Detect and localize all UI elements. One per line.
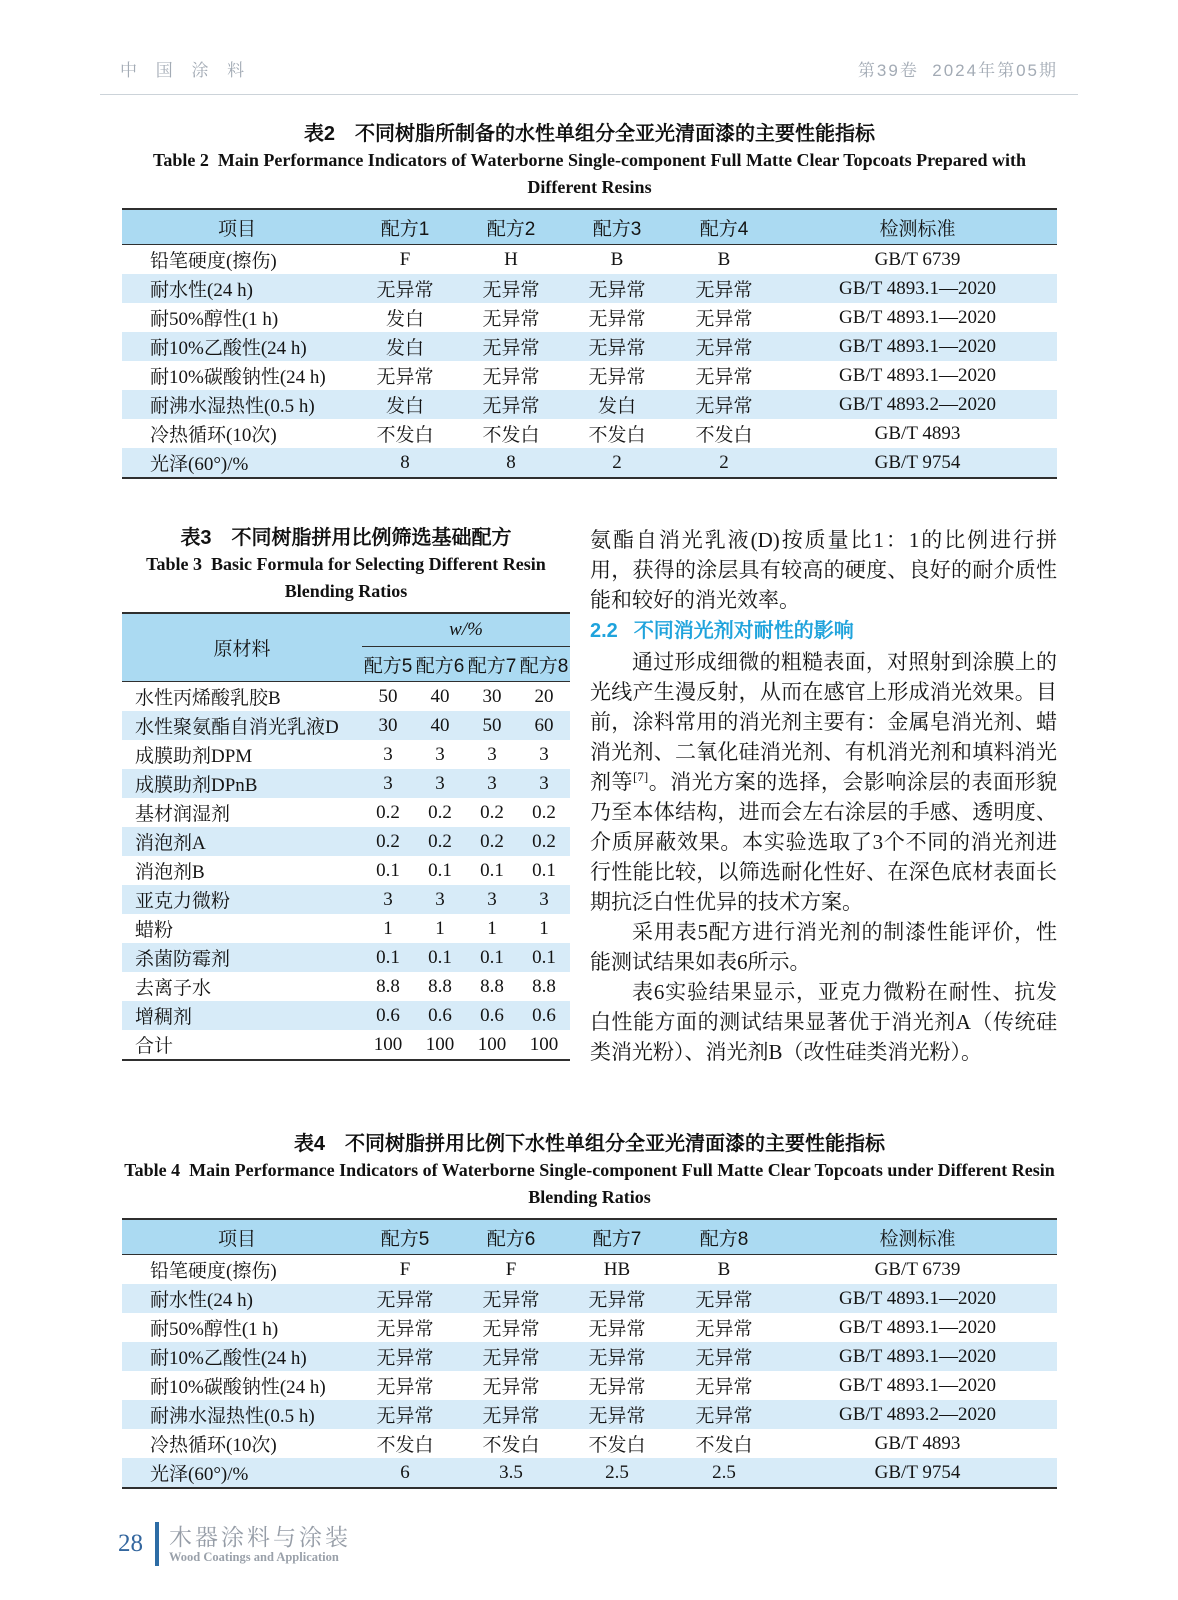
cell-value: 不发白: [376, 425, 434, 446]
cell-value: 0.6: [532, 1004, 556, 1026]
table3-title-zh: 表3 不同树脂拼用比例筛选基础配方: [180, 527, 512, 549]
cell-value: 50: [378, 685, 398, 707]
cell-value: 40: [430, 714, 450, 736]
table-row: [122, 856, 570, 885]
column-header-materials: 原材料: [122, 613, 362, 682]
cell-value: 2.5: [605, 1461, 629, 1483]
cell-value: 0.1: [376, 859, 400, 881]
column-header: 配方4: [670, 209, 778, 245]
cell-value: B: [610, 248, 624, 270]
cell-value: 无异常: [376, 1377, 434, 1398]
column-header: 配方8: [518, 647, 570, 682]
cell-value: 3: [435, 772, 445, 794]
table4-section: [122, 1131, 1057, 1489]
cell-value: 2.5: [712, 1461, 736, 1483]
table3-title-en-line2: Blending Ratios: [284, 581, 408, 601]
cell-value: 无异常: [482, 338, 540, 359]
issue-info: 第39卷 2024年第05期: [857, 61, 1058, 80]
cell-value: 无异常: [588, 1377, 646, 1398]
cell-value: 0.6: [480, 1004, 504, 1026]
cell-value: GB/T 4893.2—2020: [839, 1403, 996, 1425]
row-label: 耐水性(24 h): [150, 1290, 253, 1311]
middle-row: [122, 525, 1057, 1067]
row-label: 耐10%乙酸性(24 h): [150, 338, 307, 359]
cell-value: 3: [383, 743, 393, 765]
cell-value: 不发白: [695, 425, 753, 446]
cell-value: 20: [534, 685, 554, 707]
cell-value: 1: [383, 917, 393, 939]
cell-value: 8.8: [480, 975, 504, 997]
table-row: [122, 711, 570, 740]
cell-value: GB/T 4893.1—2020: [839, 1287, 996, 1309]
cell-value: 无异常: [588, 309, 646, 330]
cell-value: F: [399, 1258, 411, 1280]
cell-value: 30: [482, 685, 502, 707]
column-header: 配方7: [466, 647, 518, 682]
table3-section: [122, 525, 570, 1067]
column-header: 项目: [122, 209, 352, 245]
page-footer: [118, 1522, 351, 1566]
table4-title-en-line1: Table 4 Main Performance Indicators of Waterborne Single-component Full Matte Clear Topcoats under Different Resin: [124, 1160, 1055, 1180]
cell-value: 无异常: [376, 1406, 434, 1427]
cell-value: GB/T 4893.1—2020: [839, 335, 996, 357]
table3: [122, 612, 570, 1061]
row-label: 去离子水: [135, 978, 212, 999]
cell-value: F: [505, 1258, 517, 1280]
cell-value: 无异常: [482, 367, 540, 388]
cell-value: 8: [506, 451, 516, 473]
table3-header-row1: [122, 613, 570, 647]
cell-value: GB/T 9754: [874, 1461, 961, 1483]
cell-value: 3.5: [499, 1461, 523, 1483]
table-row: [122, 885, 570, 914]
table-row: [122, 361, 1057, 390]
cell-value: 不发白: [482, 1435, 540, 1456]
cell-value: 无异常: [588, 1348, 646, 1369]
cell-value: GB/T 4893: [874, 1432, 961, 1454]
table-row: [122, 740, 570, 769]
table4: [122, 1218, 1057, 1489]
cell-value: 3: [435, 888, 445, 910]
cell-value: 无异常: [588, 338, 646, 359]
cell-value: 不发白: [588, 1435, 646, 1456]
cell-value: 无异常: [376, 367, 434, 388]
footer-title-en: Wood Coatings and Application: [169, 1549, 339, 1564]
cell-value: GB/T 4893.1—2020: [839, 1345, 996, 1367]
column-header: 配方5: [352, 1219, 458, 1255]
table-row: [122, 682, 570, 712]
column-header: 配方6: [458, 1219, 564, 1255]
cell-value: 100: [529, 1033, 559, 1055]
row-label: 蜡粉: [135, 920, 174, 941]
table-row: [122, 448, 1057, 478]
cell-value: 0.1: [428, 859, 452, 881]
table2-section: [122, 121, 1057, 479]
cell-value: 100: [373, 1033, 403, 1055]
column-header: 检测标准: [778, 209, 1057, 245]
row-label: 冷热循环(10次): [150, 1435, 277, 1456]
row-label: 消泡剂B: [135, 862, 205, 883]
cell-value: 0.1: [480, 946, 504, 968]
cell-value: GB/T 6739: [874, 1258, 961, 1280]
page-number: 28: [118, 1530, 143, 1557]
cell-value: 无异常: [482, 396, 540, 417]
cell-value: 无异常: [695, 1406, 753, 1427]
table-row: [122, 1313, 1057, 1342]
page-content: [122, 121, 1057, 1489]
row-label: 耐10%碳酸钠性(24 h): [150, 1377, 326, 1398]
row-label: 耐沸水湿热性(0.5 h): [150, 1406, 315, 1427]
cell-value: 0.6: [428, 1004, 452, 1026]
table-row: [122, 390, 1057, 419]
cell-value: 3: [539, 772, 549, 794]
cell-value: 不发白: [695, 1435, 753, 1456]
row-label: 水性聚氨酯自消光乳液D: [135, 717, 339, 738]
header-divider: [100, 94, 1078, 95]
table-row: [122, 332, 1057, 361]
table-row: [122, 827, 570, 856]
cell-value: 3: [383, 772, 393, 794]
cell-value: 1: [487, 917, 497, 939]
cell-value: 0.1: [480, 859, 504, 881]
cell-value: GB/T 4893.1—2020: [839, 1316, 996, 1338]
cell-value: 3: [487, 743, 497, 765]
cell-value: H: [504, 248, 518, 270]
table-row: [122, 1458, 1057, 1488]
cell-value: B: [717, 1258, 731, 1280]
cell-value: 3: [539, 888, 549, 910]
row-label: 耐10%碳酸钠性(24 h): [150, 367, 326, 388]
cell-value: 无异常: [695, 338, 753, 359]
cell-value: 无异常: [482, 1348, 540, 1369]
cell-value: 无异常: [588, 1406, 646, 1427]
cell-value: 0.2: [532, 801, 556, 823]
table-row: [122, 1371, 1057, 1400]
row-label: 耐水性(24 h): [150, 280, 253, 301]
row-label: 亚克力微粉: [135, 891, 231, 912]
journal-name: 中 国 涂 料: [120, 61, 252, 80]
cell-value: GB/T 4893.1—2020: [839, 306, 996, 328]
table2-title-en-line1: Table 2 Main Performance Indicators of Waterborne Single-component Full Matte Clear Topcoats Prepared with: [153, 150, 1026, 170]
cell-value: 100: [477, 1033, 507, 1055]
cell-value: 30: [378, 714, 398, 736]
table4-header-row: [122, 1219, 1057, 1255]
cell-value: 无异常: [482, 309, 540, 330]
cell-value: 1: [435, 917, 445, 939]
row-label: 耐50%醇性(1 h): [150, 309, 279, 330]
column-header: 配方3: [564, 209, 670, 245]
row-label: 合计: [135, 1036, 174, 1057]
cell-value: 8: [400, 451, 410, 473]
cell-value: B: [717, 248, 731, 270]
paragraph: [590, 647, 1057, 917]
table-row: [122, 274, 1057, 303]
column-header-wpct: w/%: [362, 613, 570, 647]
row-label: 基材润湿剂: [135, 804, 231, 825]
cell-value: 无异常: [376, 1290, 434, 1311]
cell-value: GB/T 6739: [874, 248, 961, 270]
cell-value: 无异常: [588, 1290, 646, 1311]
cell-value: GB/T 4893.1—2020: [839, 277, 996, 299]
cell-value: 0.2: [376, 830, 400, 852]
cell-value: 无异常: [588, 280, 646, 301]
cell-value: GB/T 4893.1—2020: [839, 1374, 996, 1396]
column-header: 配方7: [564, 1219, 670, 1255]
table2: [122, 208, 1057, 479]
table4-title-zh: 表4 不同树脂拼用比例下水性单组分全亚光清面漆的主要性能指标: [293, 1133, 886, 1155]
cell-value: 无异常: [695, 1319, 753, 1340]
cell-value: 0.1: [428, 946, 452, 968]
cell-value: 8.8: [428, 975, 452, 997]
footer-labels: [169, 1524, 351, 1565]
paragraph: 氨酯自消光乳液(D)按质量比1：1的比例进行拼用，获得的涂层具有较高的硬度、良好的耐介质性能和较好的消光效率。: [590, 528, 1057, 612]
cell-value: 100: [425, 1033, 455, 1055]
cell-value: 无异常: [376, 280, 434, 301]
cell-value: 0.2: [376, 801, 400, 823]
table-row: [122, 798, 570, 827]
cell-value: 不发白: [588, 425, 646, 446]
cell-value: 3: [487, 772, 497, 794]
cell-value: HB: [603, 1258, 631, 1280]
cell-value: 40: [430, 685, 450, 707]
table4-title-en-line2: Blending Ratios: [528, 1187, 651, 1207]
table-row: [122, 303, 1057, 332]
row-label: 增稠剂: [135, 1007, 193, 1028]
cell-value: 0.2: [532, 830, 556, 852]
footer-title-zh: 木器涂料与涂装: [169, 1523, 351, 1550]
table-row: [122, 972, 570, 1001]
cell-value: GB/T 9754: [874, 451, 961, 473]
row-label: 杀菌防霉剂: [135, 949, 231, 970]
row-label: 冷热循环(10次): [150, 425, 277, 446]
cell-value: 无异常: [482, 1406, 540, 1427]
paragraph-text: 。消光方案的选择，会影响涂层的表面形貌乃至本体结构，进而会左右涂层的手感、透明度、介质屏蔽效果。本实验选取了3个不同的消光剂进行性能比较，以筛选耐化性好、在深色底材表面长期抗泛白性优异的技术方案。: [590, 770, 1057, 914]
cell-value: 60: [534, 714, 554, 736]
row-label: 铅笔硬度(擦伤): [150, 251, 277, 272]
row-label: 光泽(60°)/%: [150, 1464, 249, 1485]
cell-value: F: [399, 248, 411, 270]
table-row: [122, 245, 1057, 275]
row-label: 耐10%乙酸性(24 h): [150, 1348, 307, 1369]
cell-value: 无异常: [588, 1319, 646, 1340]
cell-value: 0.2: [428, 830, 452, 852]
column-header: 配方1: [352, 209, 458, 245]
cell-value: 3: [383, 888, 393, 910]
row-label: 耐50%醇性(1 h): [150, 1319, 279, 1340]
table-row: [122, 419, 1057, 448]
row-label: 成膜助剂DPM: [135, 746, 253, 767]
cell-value: 1: [539, 917, 549, 939]
cell-value: 3: [539, 743, 549, 765]
cell-value: 无异常: [482, 1377, 540, 1398]
table-row: [122, 1400, 1057, 1429]
cell-value: 不发白: [376, 1435, 434, 1456]
cell-value: 0.6: [376, 1004, 400, 1026]
cell-value: 发白: [385, 396, 424, 417]
section-number: 2.2: [590, 620, 618, 642]
table-row: [122, 1030, 570, 1060]
cell-value: 无异常: [695, 1348, 753, 1369]
column-header: 项目: [122, 1219, 352, 1255]
table-row: [122, 1255, 1057, 1285]
column-header: 配方6: [414, 647, 466, 682]
cell-value: 6: [400, 1461, 410, 1483]
running-head: [120, 56, 1058, 81]
table-row: [122, 943, 570, 972]
cell-value: 2: [719, 451, 729, 473]
cell-value: 0.1: [376, 946, 400, 968]
table-row: [122, 769, 570, 798]
column-header: 配方5: [362, 647, 414, 682]
reference-superscript: [7]: [633, 769, 649, 784]
paragraph: 采用表5配方进行消光剂的制漆性能评价，性能测试结果如表6所示。: [590, 920, 1057, 974]
section-title: 不同消光剂对耐性的影响: [633, 620, 854, 642]
cell-value: 发白: [385, 309, 424, 330]
row-label: 水性丙烯酸乳胶B: [135, 688, 281, 709]
table-row: [122, 1342, 1057, 1371]
table-row: [122, 1284, 1057, 1313]
cell-value: 发白: [385, 338, 424, 359]
cell-value: GB/T 4893.1—2020: [839, 364, 996, 386]
cell-value: 无异常: [695, 396, 753, 417]
table-row: [122, 1001, 570, 1030]
cell-value: 无异常: [588, 367, 646, 388]
cell-value: 0.2: [428, 801, 452, 823]
cell-value: 不发白: [482, 425, 540, 446]
cell-value: 8.8: [376, 975, 400, 997]
right-text-column: [590, 525, 1057, 1067]
column-header: 检测标准: [778, 1219, 1057, 1255]
row-label: 铅笔硬度(擦伤): [150, 1261, 277, 1282]
cell-value: GB/T 4893: [874, 422, 961, 444]
paragraph: 表6实验结果显示，亚克力微粉在耐性、抗发白性能方面的测试结果显著优于消光剂A（传统硅类消光粉）、消光剂B（改性硅类消光粉）。: [590, 980, 1057, 1064]
table2-title-en-line2: Different Resins: [527, 177, 652, 197]
cell-value: 无异常: [376, 1348, 434, 1369]
cell-value: 无异常: [695, 367, 753, 388]
cell-value: 发白: [597, 396, 636, 417]
paragraph-text: 通过形成细微的粗糙表面，对照射到涂膜上的光线产生漫反射，从而在感官上形成消光效果。目前，涂料常用的消光剂主要有：金属皂消光剂、蜡消光剂、二氧化硅消光剂、有机消光剂和填料消光剂等: [590, 650, 1057, 794]
cell-value: 50: [482, 714, 502, 736]
section-heading: [590, 615, 1057, 647]
cell-value: 3: [435, 743, 445, 765]
cell-value: GB/T 4893.2—2020: [839, 393, 996, 415]
column-header: 配方2: [458, 209, 564, 245]
table2-header-row: [122, 209, 1057, 245]
cell-value: 0.1: [532, 946, 556, 968]
row-label: 耐沸水湿热性(0.5 h): [150, 396, 315, 417]
cell-value: 无异常: [695, 309, 753, 330]
cell-value: 0.1: [532, 859, 556, 881]
cell-value: 0.2: [480, 830, 504, 852]
cell-value: 无异常: [376, 1319, 434, 1340]
cell-value: 2: [612, 451, 622, 473]
table2-title-zh: 表2 不同树脂所制备的水性单组分全亚光清面漆的主要性能指标: [303, 123, 876, 145]
cell-value: 无异常: [695, 280, 753, 301]
row-label: 消泡剂A: [135, 833, 206, 854]
cell-value: 无异常: [482, 1290, 540, 1311]
cell-value: 无异常: [695, 1290, 753, 1311]
table3-title-en-line1: Table 3 Basic Formula for Selecting Different Resin: [146, 554, 546, 574]
row-label: 光泽(60°)/%: [150, 454, 249, 475]
table-row: [122, 1429, 1057, 1458]
cell-value: 8.8: [532, 975, 556, 997]
column-header: 配方8: [670, 1219, 778, 1255]
row-label: 成膜助剂DPnB: [135, 775, 258, 796]
cell-value: 无异常: [482, 1319, 540, 1340]
footer-bar: [155, 1522, 159, 1566]
cell-value: 无异常: [695, 1377, 753, 1398]
cell-value: 3: [487, 888, 497, 910]
cell-value: 0.2: [480, 801, 504, 823]
table-row: [122, 914, 570, 943]
cell-value: 无异常: [482, 280, 540, 301]
